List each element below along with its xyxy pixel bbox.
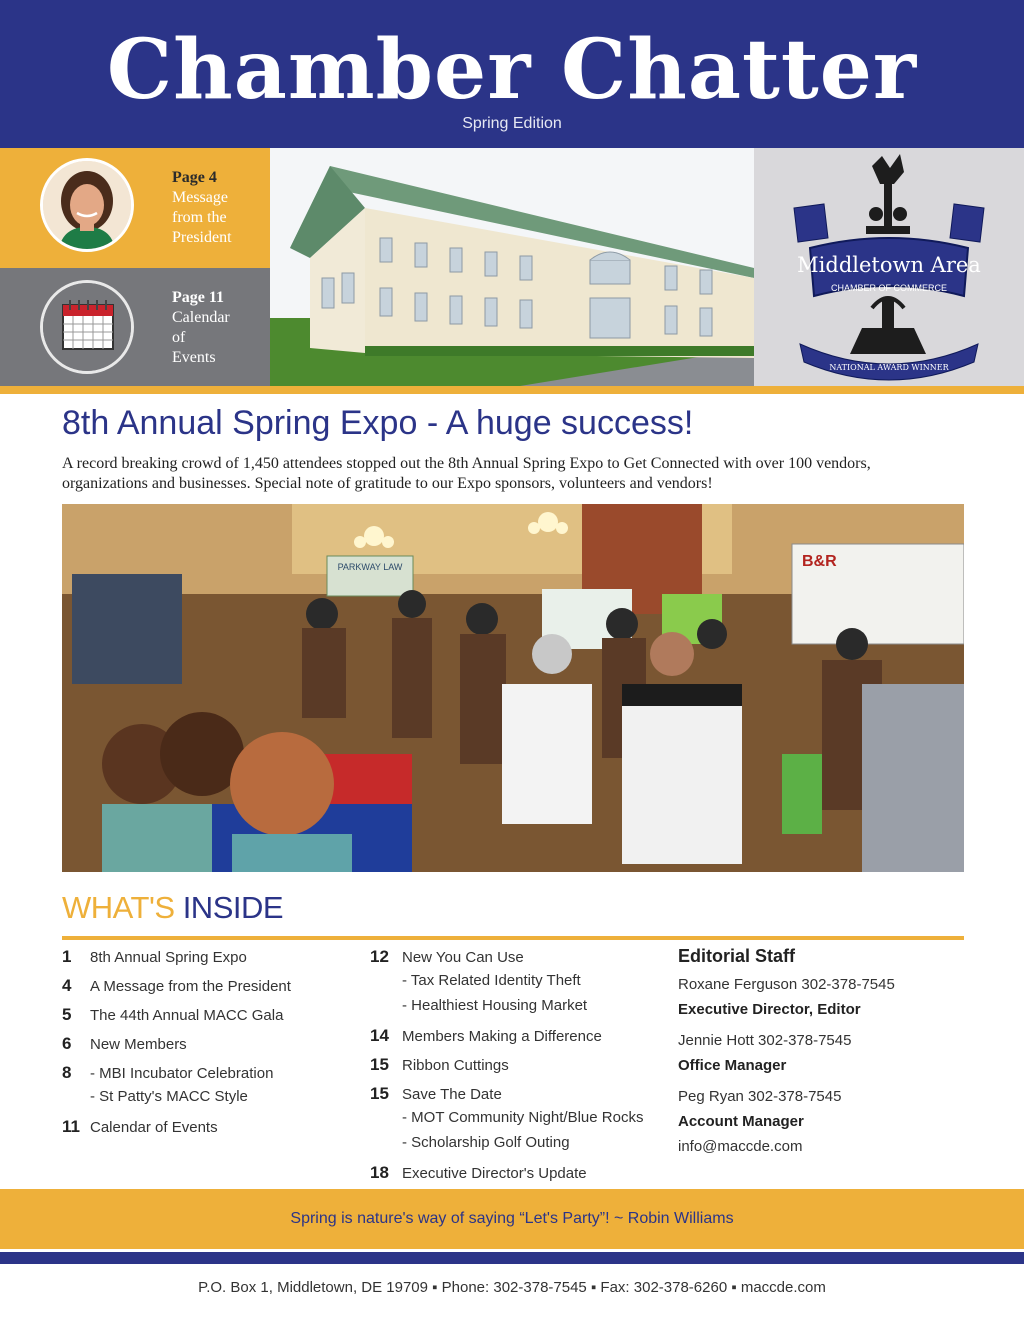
list-item[interactable]: 8 - MBI Incubator Celebration — [62, 1063, 274, 1082]
footer-contact: P.O. Box 1, Middletown, DE 19709 ▪ Phone: 302-378-7545 ▪ Fax: 302-378-6260 ▪ maccde.com — [198, 1279, 826, 1296]
staff-role: Account Manager — [678, 1113, 804, 1130]
article-intro: A record breaking crowd of 1,450 attendees stopped out the 8th Annual Spring Expo to Get Connected with over 100 vendors, organizations and businesses. Special note of gratitude to our Expo sponsors, volunteers and vendors! — [62, 455, 871, 492]
list-item[interactable]: 11 Calendar of Events — [62, 1117, 218, 1136]
whats-inside-rule — [62, 936, 964, 940]
gold-divider — [0, 386, 1024, 394]
list-item[interactable]: - Tax Related Identity Theft — [402, 972, 581, 989]
logo-ribbon: NATIONAL AWARD WINNER — [829, 363, 949, 372]
list-item[interactable]: 4 A Message from the President — [62, 976, 291, 995]
promo-calendar[interactable] — [0, 268, 270, 386]
sign-parkway: PARKWAY LAW — [337, 562, 403, 572]
staff-name: Jennie Hott 302-378-7545 — [678, 1032, 852, 1049]
newsletter-title: Chamber Chatter — [106, 22, 918, 118]
calendar-icon — [40, 280, 134, 374]
chamber-logo — [754, 148, 1024, 386]
chamber-building-photo — [270, 148, 754, 386]
list-item[interactable]: 1 8th Annual Spring Expo — [62, 947, 247, 966]
list-item[interactable]: - Scholarship Golf Outing — [402, 1134, 570, 1151]
staff-role: Office Manager — [678, 1057, 787, 1074]
list-item[interactable]: 15 Ribbon Cuttings — [370, 1055, 509, 1074]
president-photo-icon — [40, 158, 134, 252]
staff-name: Roxane Ferguson 302-378-7545 — [678, 976, 895, 993]
article-headline: 8th Annual Spring Expo - A huge success! — [62, 404, 694, 442]
promo-president[interactable] — [0, 148, 270, 268]
promo-calendar-text: Page 11 Calendar of Events — [172, 289, 230, 366]
navy-divider — [0, 1252, 1024, 1264]
masthead — [0, 0, 1024, 148]
staff-name: Peg Ryan 302-378-7545 — [678, 1088, 842, 1105]
list-item[interactable]: 12 New You Can Use — [370, 947, 524, 966]
list-item[interactable]: - St Patty's MACC Style — [90, 1088, 248, 1105]
list-item[interactable]: 18 Executive Director's Update — [370, 1163, 587, 1182]
editorial-staff-heading: Editorial Staff — [678, 946, 796, 966]
expo-crowd-photo — [62, 504, 964, 872]
quote-text: Spring is nature's way of saying “Let's Party”! ~ Robin Williams — [290, 1210, 734, 1227]
logo-name: Middletown Area — [797, 253, 981, 277]
logo-sub: CHAMBER OF COMMERCE — [830, 283, 948, 293]
list-item[interactable]: 15 Save The Date — [370, 1084, 502, 1103]
list-item[interactable]: - MOT Community Night/Blue Rocks — [402, 1109, 644, 1126]
banner — [0, 148, 1024, 386]
list-item[interactable]: 5 The 44th Annual MACC Gala — [62, 1005, 284, 1024]
edition-label: Spring Edition — [462, 115, 562, 132]
staff-email-link[interactable]: info@maccde.com — [678, 1138, 803, 1155]
list-item[interactable]: - Healthiest Housing Market — [402, 997, 588, 1014]
promo-president-text: Page 4 Message from the President — [172, 169, 232, 246]
whats-inside-heading: WHAT'S INSIDE — [62, 890, 284, 925]
sign-br: B&R — [802, 553, 837, 570]
staff-role: Executive Director, Editor — [678, 1001, 861, 1018]
list-item[interactable]: 6 New Members — [62, 1034, 187, 1053]
list-item[interactable]: 14 Members Making a Difference — [370, 1026, 602, 1045]
